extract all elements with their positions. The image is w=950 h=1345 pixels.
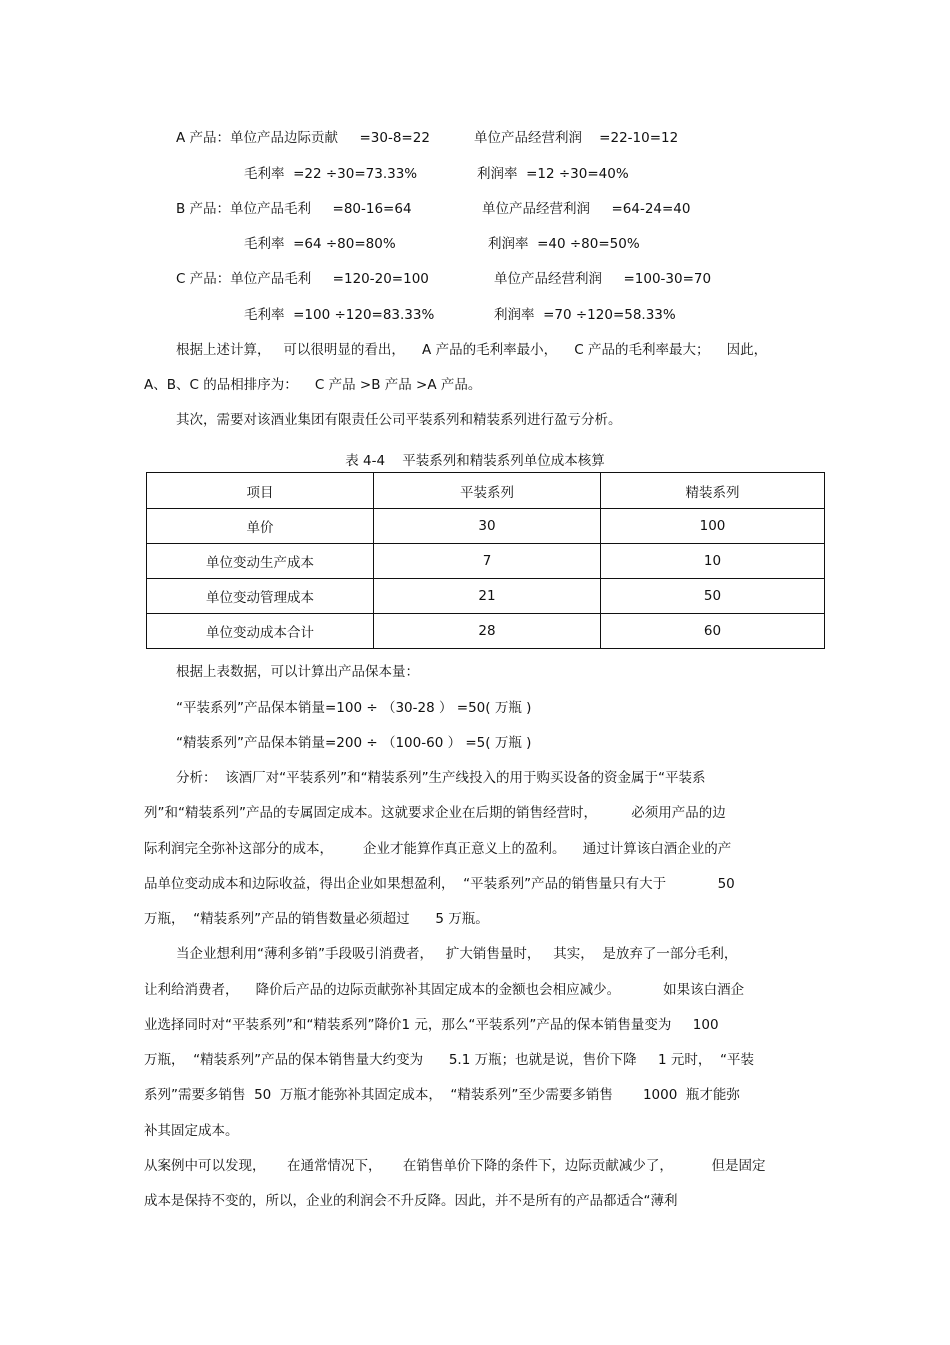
- analysis-line-2: 列”和“精装系列”产品的专属固定成本。这就要求企业在后期的销售经营时， 必须用产品的边: [144, 805, 726, 821]
- table-row: [147, 614, 825, 649]
- unit-cost-table: [146, 472, 825, 649]
- price-cut-line-1: 当企业想利用“薄利多销”手段吸引消费者， 扩大销售量时， 其实， 是放弃了一部分毛利，: [176, 946, 738, 962]
- table-row: [147, 509, 825, 544]
- price-cut-line-3: 业选择同时对“平装系列”和“精装系列”降价1 元，那么“平装系列”产品的保本销售量变为 100: [144, 1017, 719, 1033]
- price-cut-line-6: 补其固定成本。: [144, 1123, 239, 1139]
- analysis-line-1: 分析： 该酒厂对“平装系列”和“精装系列”生产线投入的用于购买设备的资金属于“平装系: [176, 770, 706, 786]
- product-a-contribution: A 产品：单位产品边际贡献 =30-8=22: [176, 130, 430, 146]
- breakeven-intro: 根据上表数据，可以计算出产品保本量：: [176, 664, 419, 680]
- product-a-gross-margin: 毛利率 =22 ÷30=73.33%: [244, 166, 418, 182]
- breakeven-deluxe: “精装系列”产品保本销量=200 ÷ （100-60 ） =5( 万瓶 ): [176, 735, 532, 751]
- table-cell: 7: [374, 544, 601, 579]
- table-cell: 100: [601, 509, 825, 544]
- conclusion-line-2: 成本是保持不变的，所以，企业的利润会不升反降。因此，并不是所有的产品都适合“薄利: [144, 1193, 678, 1209]
- table-cell: 60: [601, 614, 825, 649]
- table-cell: 28: [374, 614, 601, 649]
- analysis-line-3: 际利润完全弥补这部分的成本， 企业才能算作真正意义上的盈利。 通过计算该白酒企业的产: [144, 841, 732, 857]
- table-row: [147, 544, 825, 579]
- table-cell: 21: [374, 579, 601, 614]
- analysis-line-4: 品单位变动成本和边际收益，得出企业如果想盈利， “平装系列”产品的销售量只有大于 50: [144, 876, 735, 892]
- table-cell: 单位变动成本合计: [147, 614, 374, 649]
- price-cut-line-4: 万瓶， “精装系列”产品的保本销售量大约变为 5.1 万瓶；也就是说，售价下降 1 元时， “平装: [144, 1052, 754, 1068]
- table-cell: 单位变动生产成本: [147, 544, 374, 579]
- analysis-line-5: 万瓶， “精装系列”产品的销售数量必须超过 5 万瓶。: [144, 911, 489, 927]
- table-cell: 10: [601, 544, 825, 579]
- product-c-gross-margin: 毛利率 =100 ÷120=83.33%: [244, 307, 435, 323]
- table-row: [147, 579, 825, 614]
- paragraph-ranking-line-1: 根据上述计算， 可以很明显的看出， A 产品的毛利率最小， C 产品的毛利率最大； 因此，: [176, 342, 768, 358]
- product-a-operating-profit: 单位产品经营利润 =22-10=12: [474, 130, 679, 146]
- table-caption: 表 4-4 平装系列和精装系列单位成本核算: [345, 453, 605, 469]
- product-b-profit-rate: 利润率 =40 ÷80=50%: [488, 236, 640, 252]
- table-header-cell: 项目: [147, 473, 374, 509]
- price-cut-line-5: 系列”需要多销售 50 万瓶才能弥补其固定成本， “精装系列”至少需要多销售 1000 瓶才能弥: [144, 1087, 740, 1103]
- table-cell: 30: [374, 509, 601, 544]
- product-c-operating-profit: 单位产品经营利润 =100-30=70: [494, 271, 712, 287]
- product-b-gross-margin: 毛利率 =64 ÷80=80%: [244, 236, 396, 252]
- conclusion-line-1: 从案例中可以发现， 在通常情况下， 在销售单价下降的条件下，边际贡献减少了， 但是固定: [144, 1158, 766, 1174]
- product-b-gross-profit: B 产品：单位产品毛利 =80-16=64: [176, 201, 412, 217]
- paragraph-next-analysis: 其次，需要对该酒业集团有限责任公司平装系列和精装系列进行盈亏分析。: [176, 412, 622, 428]
- table-header-cell: 精装系列: [601, 473, 825, 509]
- table-header-cell: 平装系列: [374, 473, 601, 509]
- price-cut-line-2: 让利给消费者， 降价后产品的边际贡献弥补其固定成本的金额也会相应减少。 如果该白酒企: [144, 982, 745, 998]
- table-cell: 单价: [147, 509, 374, 544]
- product-c-gross-profit: C 产品：单位产品毛利 =120-20=100: [176, 271, 429, 287]
- table-cell: 50: [601, 579, 825, 614]
- product-a-profit-rate: 利润率 =12 ÷30=40%: [477, 166, 629, 182]
- paragraph-ranking-line-2: A、B、C 的品相排序为： C 产品 >B 产品 >A 产品。: [144, 377, 482, 393]
- breakeven-standard: “平装系列”产品保本销量=100 ÷ （30-28 ） =50( 万瓶 ): [176, 700, 532, 716]
- product-c-profit-rate: 利润率 =70 ÷120=58.33%: [494, 307, 676, 323]
- table-header-row: [147, 473, 825, 509]
- product-b-operating-profit: 单位产品经营利润 =64-24=40: [482, 201, 691, 217]
- table-cell: 单位变动管理成本: [147, 579, 374, 614]
